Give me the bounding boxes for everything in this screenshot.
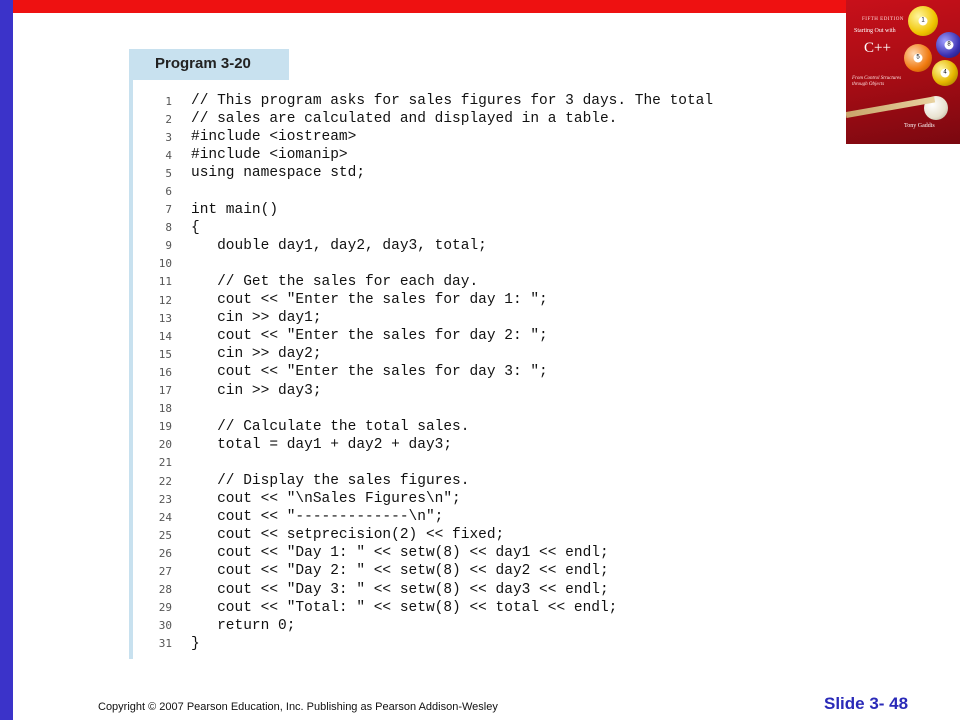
book-title: Starting Out with <box>854 28 896 34</box>
code-text: cout << "Enter the sales for day 2: "; <box>191 328 548 345</box>
code-line <box>150 454 713 472</box>
line-number: 22 <box>158 474 172 488</box>
code-text: cin >> day2; <box>191 346 322 363</box>
code-text: int main() <box>191 201 279 218</box>
line-number: 12 <box>158 293 172 307</box>
code-line <box>150 581 713 599</box>
listing-side-rule <box>129 80 133 659</box>
code-text: // sales are calculated and displayed in a table. <box>191 111 618 128</box>
code-line <box>150 418 713 436</box>
line-number: 2 <box>165 112 172 126</box>
code-text: cout << "\nSales Figures\n"; <box>191 491 461 508</box>
line-number: 8 <box>165 221 172 235</box>
book-cover-image <box>846 0 960 144</box>
ball-number: 5 <box>914 54 923 63</box>
code-text: double day1, day2, day3, total; <box>191 237 487 254</box>
ball-number: 8 <box>945 41 954 50</box>
code-text: } <box>191 635 200 652</box>
billiard-ball-icon <box>908 6 938 36</box>
code-text: { <box>191 219 200 236</box>
line-number: 3 <box>165 130 172 144</box>
code-line <box>150 327 713 345</box>
code-text: // This program asks for sales figures for 3 days. The total <box>191 93 714 110</box>
line-number: 27 <box>158 564 172 578</box>
code-line <box>150 110 713 128</box>
line-number: 23 <box>158 492 172 506</box>
book-language: C++ <box>864 40 891 56</box>
code-text: // Display the sales figures. <box>191 473 470 490</box>
code-line <box>150 363 713 381</box>
code-text: total = day1 + day2 + day3; <box>191 436 453 453</box>
code-text: cout << "Total: " << setw(8) << total << endl; <box>191 599 618 616</box>
code-text: cout << "Enter the sales for day 3: "; <box>191 364 548 381</box>
book-subtitle: From Control Structures through Objects <box>852 76 902 87</box>
code-text: cout << "Enter the sales for day 1: "; <box>191 292 548 309</box>
code-text: cout << "Day 2: " << setw(8) << day2 << endl; <box>191 563 609 580</box>
billiard-ball-icon <box>936 32 960 58</box>
line-number: 10 <box>158 257 172 271</box>
copyright-text: Copyright © 2007 Pearson Education, Inc. Publishing as Pearson Addison-Wesley <box>98 701 498 713</box>
code-line <box>150 164 713 182</box>
cue-stick-icon <box>846 96 935 118</box>
code-line <box>150 273 713 291</box>
line-number: 4 <box>165 148 172 162</box>
code-listing <box>150 92 713 653</box>
line-number: 17 <box>158 384 172 398</box>
line-number: 13 <box>158 311 172 325</box>
program-label: Program 3-20 <box>155 55 251 72</box>
ball-number: 4 <box>941 69 950 78</box>
line-number: 31 <box>158 637 172 651</box>
code-line <box>150 400 713 418</box>
code-text: // Get the sales for each day. <box>191 273 479 290</box>
line-number: 15 <box>158 347 172 361</box>
code-line <box>150 219 713 237</box>
code-text: #include <iomanip> <box>191 147 348 164</box>
code-line <box>150 345 713 363</box>
code-text: cout << "Day 3: " << setw(8) << day3 << endl; <box>191 581 609 598</box>
code-line <box>150 472 713 490</box>
code-line <box>150 146 713 164</box>
code-line <box>150 291 713 309</box>
ball-number: 1 <box>919 17 928 26</box>
book-edition: FIFTH EDITION <box>862 17 904 22</box>
code-line <box>150 562 713 580</box>
line-number: 1 <box>165 94 172 108</box>
code-line <box>150 635 713 653</box>
line-number: 28 <box>158 583 172 597</box>
line-number: 21 <box>158 456 172 470</box>
billiard-ball-icon <box>932 60 958 86</box>
left-accent-bar <box>0 0 13 720</box>
line-number: 11 <box>158 275 172 289</box>
program-label-tab <box>129 49 289 80</box>
code-line <box>150 201 713 219</box>
code-line <box>150 92 713 110</box>
code-text: #include <iostream> <box>191 129 357 146</box>
code-text: // Calculate the total sales. <box>191 418 470 435</box>
code-line <box>150 526 713 544</box>
line-number: 7 <box>165 203 172 217</box>
code-line <box>150 382 713 400</box>
code-line <box>150 599 713 617</box>
line-number: 18 <box>158 402 172 416</box>
code-line <box>150 128 713 146</box>
line-number: 20 <box>158 438 172 452</box>
line-number: 14 <box>158 329 172 343</box>
line-number: 24 <box>158 510 172 524</box>
line-number: 25 <box>158 528 172 542</box>
code-text: using namespace std; <box>191 165 366 182</box>
line-number: 5 <box>165 166 172 180</box>
code-text: cout << "Day 1: " << setw(8) << day1 << endl; <box>191 545 609 562</box>
code-line <box>150 544 713 562</box>
line-number: 6 <box>165 185 172 199</box>
code-text: cout << "-------------\n"; <box>191 509 444 526</box>
code-line <box>150 617 713 635</box>
book-author: Tony Gaddis <box>904 123 935 129</box>
code-line <box>150 309 713 327</box>
code-text: return 0; <box>191 617 296 634</box>
code-text: cout << setprecision(2) << fixed; <box>191 527 505 544</box>
line-number: 19 <box>158 420 172 434</box>
code-line <box>150 182 713 200</box>
top-accent-bar <box>0 0 960 13</box>
code-line <box>150 237 713 255</box>
line-number: 30 <box>158 619 172 633</box>
code-line <box>150 508 713 526</box>
line-number: 26 <box>158 546 172 560</box>
slide-number: Slide 3- 48 <box>824 694 909 713</box>
line-number: 29 <box>158 601 172 615</box>
code-text: cin >> day3; <box>191 382 322 399</box>
code-line <box>150 255 713 273</box>
code-line <box>150 436 713 454</box>
line-number: 9 <box>165 239 172 253</box>
code-text: cin >> day1; <box>191 310 322 327</box>
line-number: 16 <box>158 365 172 379</box>
code-line <box>150 490 713 508</box>
billiard-ball-icon <box>904 44 932 72</box>
